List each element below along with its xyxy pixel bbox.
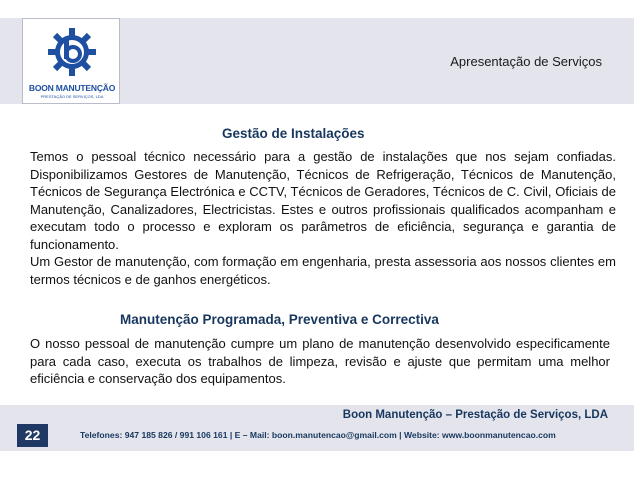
footer-contacts: Telefones: 947 185 826 / 991 106 161 | E – Mail: boon.manutencao@gmail.com | Website: www.boonmanutencao.com bbox=[80, 430, 556, 440]
section-title-gestao: Gestão de Instalações bbox=[222, 126, 365, 141]
page-number-badge: 22 bbox=[17, 424, 48, 447]
page-title: Apresentação de Serviços bbox=[450, 54, 602, 69]
footer-company-title: Boon Manutenção – Prestação de Serviços, LDA bbox=[342, 409, 608, 421]
gear-b-logo-icon bbox=[47, 25, 97, 79]
section-body-gestao bbox=[30, 148, 616, 288]
logo-name: BOON MANUTENÇÃO bbox=[28, 83, 116, 93]
section-title-manutencao: Manutenção Programada, Preventiva e Correctiva bbox=[120, 312, 439, 327]
logo-tagline: PRESTAÇÃO DE SERVIÇOS, LDA bbox=[40, 94, 104, 99]
paragraph: Temos o pessoal técnico necessário para a gestão de instalações que nos sejam confiadas. Disponibilizamos Gestores de Manutenção, Técnicos de Refrigeração, Técnicos de Manutenção, Técnicos de Segurança Electrónica e CCTV, Técnicos de Geradores, Técnicos de C. Civil, Oficiais de Manutenção, Canalizadores, Electricistas. Estes e outros profissionais qualificados acompanham e executam todo o processo e exploram os parâmetros de eficiência, segurança e garantia de funcionamento. bbox=[30, 149, 616, 252]
company-logo bbox=[22, 18, 120, 104]
paragraph: Um Gestor de manutenção, com formação em engenharia, presta assessoria aos nossos clientes em termos técnicos e de ganhos energéticos. bbox=[30, 254, 616, 287]
paragraph: O nosso pessoal de manutenção cumpre um plano de manutenção desenvolvido especificamente para cada caso, executa os trabalhos de limpeza, revisão e ajuste que permitam uma melhor eficiência e conservação dos equipamentos. bbox=[30, 336, 610, 386]
section-body-manutencao bbox=[30, 335, 610, 388]
